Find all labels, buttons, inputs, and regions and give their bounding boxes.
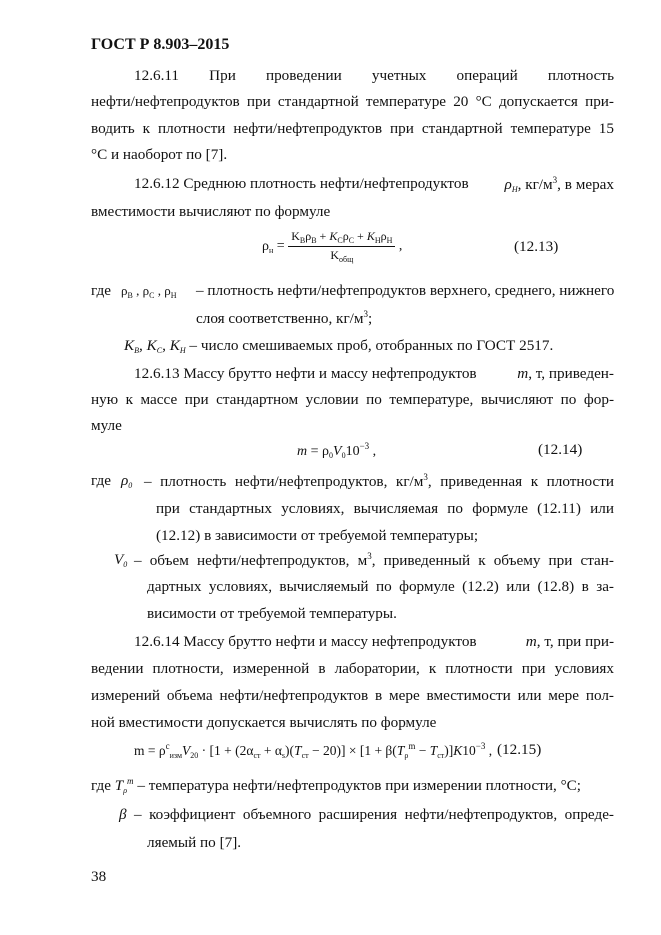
section-12-6-12-intro: 12.6.12 Среднюю плотность нефти/нефтепродуктов <box>134 175 469 192</box>
where-label-3: где $T_\rho^m$ – температура нефти/нефтепродуктов при измерении плотности, °С; <box>91 776 582 795</box>
unit-superscript: 3 <box>552 175 558 185</box>
rho-symbols: $\rho_В$ , $\rho_С$ , $\rho_Н$ <box>121 283 177 300</box>
section-12-6-13-line-3: муле <box>91 417 122 434</box>
section-12-6-12-line-2: вместимости вычисляют по формуле <box>91 203 331 220</box>
formula-12-14: $m = \rho_0V_010^{-3}$ , <box>297 441 377 460</box>
formula-12-13-number: (12.13) <box>514 238 559 255</box>
def-v0-line-3: висимости от требуемой температуры. <box>147 605 397 622</box>
def-beta-line-2: ляемый по [7]. <box>147 834 242 851</box>
unit-text: , кг/м <box>517 176 553 193</box>
where-label-2: где <box>91 472 111 489</box>
section-12-6-14-line-4: ной вместимости допускается вычислять по формуле <box>91 714 437 731</box>
v0-symbol: $V_0$ <box>114 551 128 569</box>
def-v0-line-2: дартных условиях, вычисляемый по формуле (12.2) или (12.8) в за- <box>147 578 614 595</box>
tail-text: , в мерах <box>557 176 614 193</box>
section-12-6-11-line-4: °С и наоборот по [7]. <box>91 146 228 163</box>
section-12-6-11-line-1: 12.6.11 При проведении учетных операций плотность <box>134 67 614 84</box>
formula-12-15: $m = \rho^c_{изм}V_{20} \cdot [1 + (2\alpha_{ст} + \alpha_s)(T_{ст} - 20)] \times [1 + \beta(T_\rho^m - T_{ст})]K10^{-3}$ , <box>134 741 493 760</box>
formula-denominator: $K_{общ}$ <box>330 248 354 264</box>
rho-symbol: ρ <box>504 176 512 193</box>
def-rho-line-1: – плотность нефти/нефтепродуктов верхнего, среднего, нижнего <box>196 282 615 299</box>
formula-12-14-number: (12.14) <box>538 441 583 458</box>
def-rho0-line-2: при стандартных условиях, вычисляемая по формуле (12.11) или <box>156 500 614 517</box>
section-12-6-14-line-2: ведении плотности, измеренной в лаборатории, к плотности при условиях <box>91 660 614 677</box>
rho-subscript: Н <box>511 185 518 194</box>
def-rho0-line-3: (12.12) в зависимости от требуемой температуры; <box>156 527 479 544</box>
page-number: 38 <box>91 868 107 885</box>
rho0-symbol: $\rho_0$ <box>121 472 133 490</box>
section-12-6-14-line-1: 12.6.14 Массу брутто нефти и массу нефтепродуктов m, т, при при- <box>134 633 614 650</box>
section-12-6-13-line-2: ную к массе при стандартном условии по температуре, вычисляют по фор- <box>91 391 614 408</box>
section-12-6-12-line-1 <box>134 175 614 194</box>
formula-12-15-number: (12.15) <box>497 741 542 758</box>
section-12-6-14-line-3: измерений объема нефти/нефтепродуктов в мере вместимости или мере пол- <box>91 687 614 704</box>
beta-symbol: β <box>119 806 127 823</box>
section-12-6-11-line-3: водить к плотности нефти/нефтепродуктов при стандартной температуре 15 <box>91 120 614 137</box>
section-12-6-12-density-unit <box>505 175 614 194</box>
def-beta-line-1: – коэффициент объемного расширения нефти/нефтепродуктов, опреде- <box>134 806 614 823</box>
def-rho0-line-1: – плотность нефти/нефтепродуктов, $кг/м^3$, приведенная к плотности <box>144 472 614 490</box>
where-label-1: где <box>91 282 111 299</box>
def-k-line: $K_В$, $K_С$, $K_Н$ – число смешиваемых проб, отобранных по ГОСТ 2517. <box>124 337 554 355</box>
formula-lhs: $\rho_н$ <box>262 238 274 255</box>
formula-numerator: $K_В\rho_В + K_С\rho_С + K_Н\rho_Н$ <box>288 229 395 247</box>
def-v0-line-1: – объем нефти/нефтепродуктов, $м^3$, приведенный к объему при стан- <box>134 551 614 569</box>
section-12-6-11-line-2: нефти/нефтепродуктов при стандартной температуре 20 °С допускается при- <box>91 93 614 110</box>
formula-fraction <box>288 229 395 264</box>
def-rho-line-2: слоя соответственно, $кг/м^3$; <box>196 309 373 327</box>
section-12-6-13-line-1: 12.6.13 Массу брутто нефти и массу нефтепродуктов m, т, приведен- <box>134 365 614 382</box>
formula-12-13: $\rho_н$ = $\frac{K_В\rho_В + K_С\rho_С + K_Н\rho_Н}{K_{общ}}$ , <box>262 229 403 264</box>
document-header: ГОСТ Р 8.903–2015 <box>91 36 230 53</box>
